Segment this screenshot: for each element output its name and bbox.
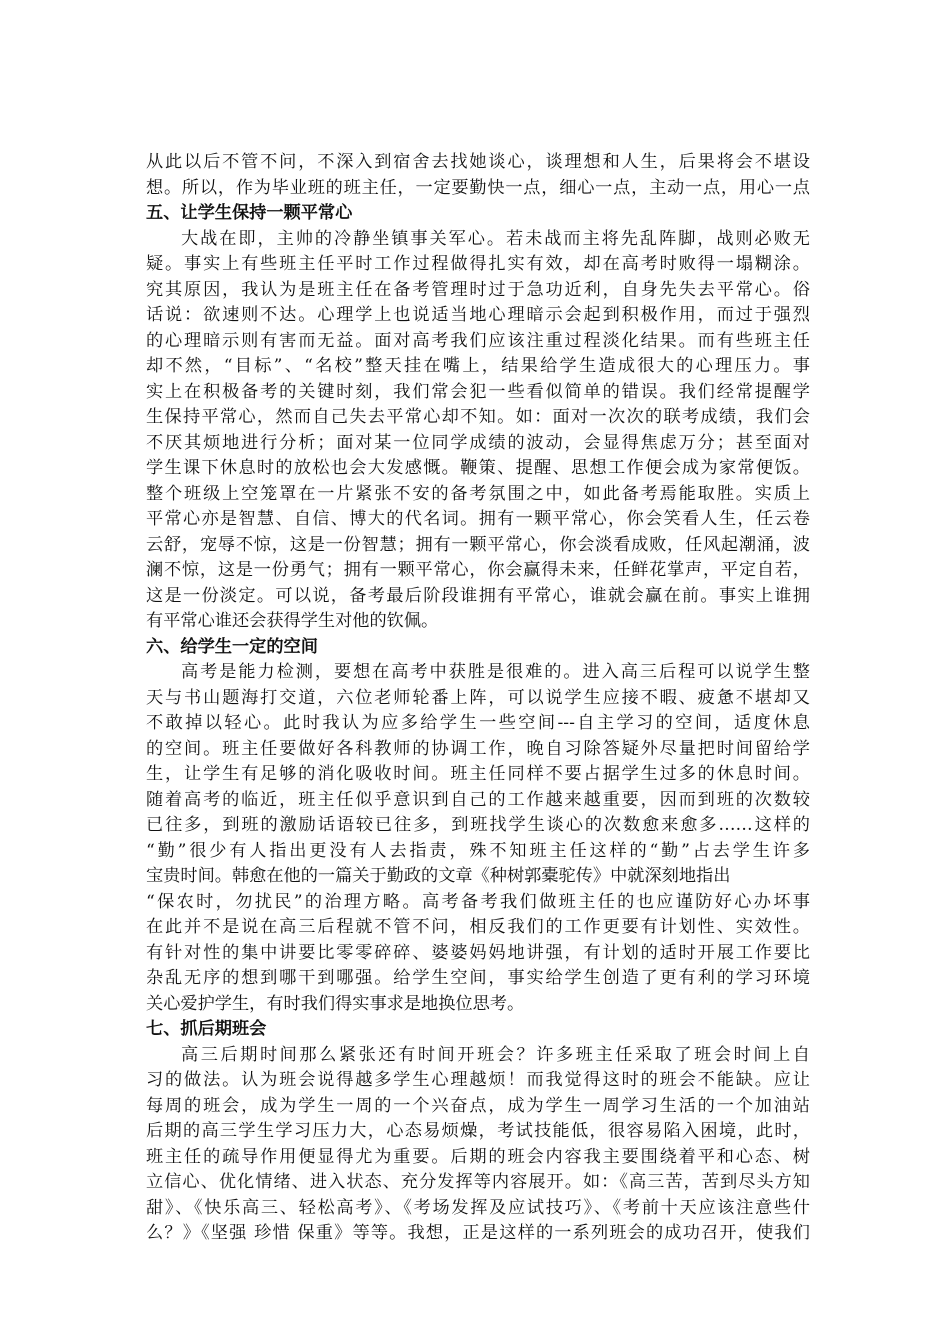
text-line: 的心理暗示则有害而无益。面对高考我们应该注重过程淡化结果。而有些班主任 bbox=[146, 330, 810, 351]
text-line: 云舒，宠辱不惊，这是一份智慧；拥有一颗平常心，你会淡看成败，任风起潮涌，波 bbox=[146, 534, 810, 555]
text-line: 想。所以，作为毕业班的班主任，一定要勤快一点，细心一点，主动一点，用心一点 bbox=[146, 177, 810, 198]
text-line: 话说：欲速则不达。心理学上也说适当地心理暗示会起到积极作用，而过于强烈 bbox=[146, 305, 810, 325]
paragraph-first-line: 大战在即，主帅的冷静坐镇事关军心。若未战而主将先乱阵脚，战则必败无 bbox=[181, 228, 810, 249]
text-line: 这是一份淡定。可以说，备考最后阶段谁拥有平常心，谁就会赢在前。事实上谁拥 bbox=[146, 585, 810, 606]
text-line: 从此以后不管不问，不深入到宿舍去找她谈心，谈理想和人生，后果将会不堪设 bbox=[146, 152, 810, 172]
text-line: 平常心亦是智慧、自信、博大的代名词。拥有一颗平常心，你会笑看人生，任云卷 bbox=[146, 509, 810, 529]
section-heading: 六、给学生一定的空间 bbox=[146, 636, 318, 657]
text-line: 有针对性的集中讲要比零零碎碎、婆婆妈妈地讲强，有计划的适时开展工作要比 bbox=[146, 942, 810, 963]
paragraph-last-line: 有平常心谁还会获得学生对他的钦佩。 bbox=[146, 611, 439, 631]
paragraph-last-line: 关心爱护学生，有时我们得实事求是地换位思考。 bbox=[146, 993, 525, 1014]
document-body bbox=[146, 150, 810, 1247]
text-line: 澜不惊，这是一份勇气；拥有一颗平常心，你会赢得未来，任鲜花掌声，平定自若， bbox=[146, 560, 810, 580]
section-heading: 七、抓后期班会 bbox=[146, 1019, 267, 1039]
text-line: 不厌其烦地进行分析；面对某一位同学成绩的波动，会显得焦虑万分；甚至面对 bbox=[146, 432, 810, 453]
text-line: 立信心、优化情绪、进入状态、充分发挥等内容展开。如：《高三苦，苦到尽头方知 bbox=[146, 1172, 810, 1192]
text-line: 么？》《坚强 珍惜 保重》等等。我想，正是这样的一系列班会的成功召开，使我们 bbox=[146, 1223, 810, 1243]
text-line: 究其原因，我认为是班主任在备考管理时过于急功近利，自身先失去平常心。俗 bbox=[146, 279, 810, 300]
text-line: 随着高考的临近，班主任似乎意识到自己的工作越来越重要，因而到班的次数较 bbox=[146, 789, 810, 810]
text-line: 习的做法。认为班会说得越多学生心理越烦！而我觉得这时的班会不能缺。应让 bbox=[146, 1070, 810, 1090]
text-line: 的空间。班主任要做好各科教师的协调工作，晚自习除答疑外尽量把时间留给学 bbox=[146, 738, 810, 759]
paragraph-first-line: 高三后期时间那么紧张还有时间开班会？许多班主任采取了班会时间上自 bbox=[181, 1044, 810, 1065]
text-line: 疑。事实上有些班主任平时工作过程做得扎实有效，却在高考时败得一塌糊涂。 bbox=[146, 254, 810, 274]
text-line: 学生课下休息时的放松也会大发感慨。鞭策、提醒、思想工作便会成为家常便饭。 bbox=[146, 458, 810, 478]
text-line: 天与书山题海打交道，六位老师轮番上阵，可以说学生应接不暇、疲惫不堪却又 bbox=[146, 687, 810, 708]
text-line: 实上在积极备考的关键时刻，我们常会犯一些看似简单的错误。我们经常提醒学 bbox=[146, 381, 810, 402]
text-line: 却不然，“目标”、“名校”整天挂在嘴上，结果给学生造成很大的心理压力。事 bbox=[146, 356, 810, 376]
section-heading: 五、让学生保持一颗平常心 bbox=[146, 203, 353, 223]
paragraph-first-line: 高考是能力检测，要想在高考中获胜是很难的。进入高三后程可以说学生整 bbox=[181, 662, 810, 682]
text-line: 班主任的疏导作用便显得尤为重要。后期的班会内容我主要围绕着平和心态、树 bbox=[146, 1146, 810, 1167]
text-line: “勤”很少有人指出更没有人去指责，殊不知班主任这样的“勤”占去学生许多 bbox=[146, 840, 810, 861]
text-line: 生，让学生有足够的消化吸收时间。班主任同样不要占据学生过多的休息时间。 bbox=[146, 764, 810, 784]
text-line: 后期的高三学生学习压力大，心态易烦燥，考试技能低，很容易陷入困境，此时， bbox=[146, 1121, 810, 1141]
paragraph-last-line: 宝贵时间。韩愈在他的一篇关于勤政的文章《种树郭橐驼传》中就深刻地指出 bbox=[146, 866, 731, 886]
text-line: 每周的班会，成为学生一周的一个兴奋点，成为学生一周学习生活的一个加油站 bbox=[146, 1095, 810, 1116]
text-line: 杂乱无序的想到哪干到哪强。给学生空间，事实给学生创造了更有利的学习环境 bbox=[146, 968, 810, 988]
text-line: 不敢掉以轻心。此时我认为应多给学生一些空间---自主学习的空间，适度休息 bbox=[146, 713, 810, 733]
text-line: “保农时，勿扰民”的治理方略。高考备考我们做班主任的也应谨防好心办坏事 bbox=[146, 891, 810, 912]
text-line: 在此并不是说在高三后程就不管不问，相反我们的工作更要有计划性、实效性。 bbox=[146, 917, 810, 937]
text-line: 已往多，到班的激励话语较已往多，到班找学生谈心的次数愈来愈多……这样的 bbox=[146, 815, 810, 835]
text-line: 整个班级上空笼罩在一片紧张不安的备考氛围之中，如此备考焉能取胜。实质上 bbox=[146, 483, 810, 504]
text-line: 生保持平常心，然而自己失去平常心却不知。如：面对一次次的联考成绩，我们会 bbox=[146, 407, 810, 427]
text-line: 甜》、《快乐高三、轻松高考》、《考场发挥及应试技巧》、《考前十天应该注意些什 bbox=[146, 1197, 810, 1218]
